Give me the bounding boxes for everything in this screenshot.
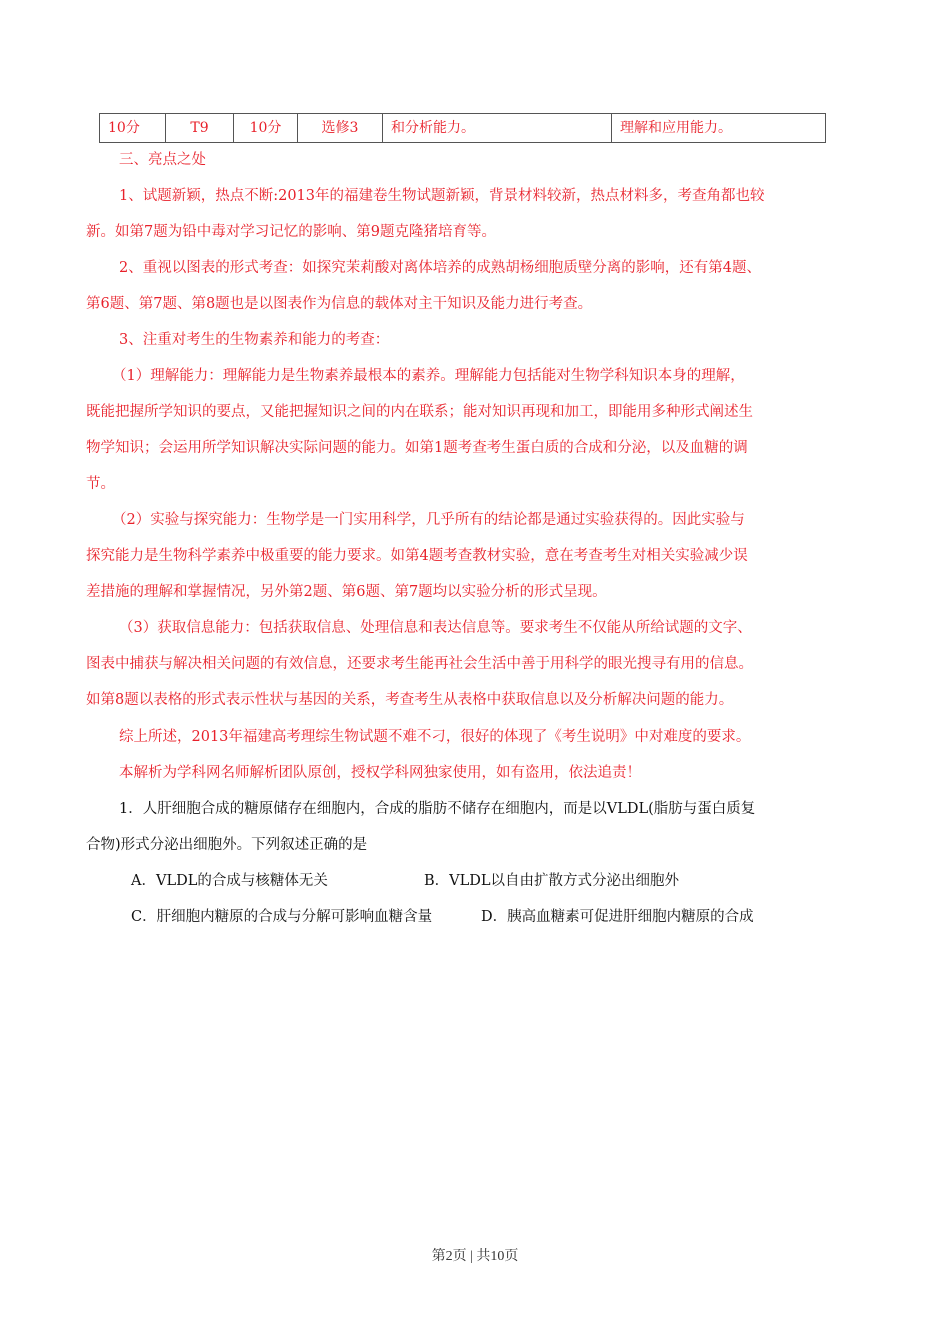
table-cell-score: 10分 — [100, 114, 166, 143]
option-b: B．VLDL以自由扩散方式分泌出细胞外 — [424, 873, 680, 889]
option-c: C．肝细胞内糖原的合成与分解可影响血糖含量 — [131, 909, 433, 925]
score-table — [99, 113, 826, 143]
paragraph-line: 2、重视以图表的形式考查：如探究茉莉酸对离体培养的成熟胡杨细胞质壁分离的影响，还有第4题、 — [119, 260, 761, 276]
question-stem: 合物)形式分泌出细胞外。下列叙述正确的是 — [86, 837, 368, 853]
paragraph-line: 如第8题以表格的形式表示性状与基因的关系，考查考生从表格中获取信息以及分析解决问题的能力。 — [86, 692, 734, 708]
table-cell-question: T9 — [166, 114, 234, 143]
option-d: D．胰高血糖素可促进肝细胞内糖原的合成 — [481, 909, 754, 925]
option-a: A．VLDL的合成与核糖体无关 — [131, 873, 328, 889]
paragraph-line: 物学知识；会运用所学知识解决实际问题的能力。如第1题考查考生蛋白质的合成和分泌，以及血糖的调 — [86, 440, 748, 456]
page-footer: 第2页 | 共10页 — [431, 1249, 519, 1264]
table-cell-ability: 和分析能力。 — [383, 114, 612, 143]
copyright-notice: 本解析为学科网名师解析团队原创，授权学科网独家使用，如有盗用，依法追责！ — [119, 765, 641, 781]
paragraph-line: 差措施的理解和掌握情况，另外第2题、第6题、第7题均以实验分析的形式呈现。 — [86, 584, 607, 600]
paragraph-line: （1）理解能力：理解能力是生物素养最根本的素养。理解能力包括能对生物学科知识本身的理解， — [112, 368, 745, 384]
paragraph-line: 综上所述，2013年福建高考理综生物试题不难不刁，很好的体现了《考生说明》中对难度的要求。 — [119, 729, 751, 745]
table-cell-ability-2: 理解和应用能力。 — [612, 114, 826, 143]
paragraph-line: 探究能力是生物科学素养中极重要的能力要求。如第4题考查教材实验，意在考查考生对相关实验减少误 — [86, 548, 748, 564]
question-stem: 1．人肝细胞合成的糖原储存在细胞内，合成的脂肪不储存在细胞内，而是以VLDL(脂肪与蛋白质复 — [119, 801, 756, 817]
paragraph-line: 节。 — [86, 476, 115, 492]
table-cell-module: 选修3 — [298, 114, 383, 143]
paragraph-line: 3、注重对考生的生物素养和能力的考查： — [119, 332, 390, 348]
paragraph-line: 1、试题新颖，热点不断:2013年的福建卷生物试题新颖，背景材料较新，热点材料多，考查角都也较 — [119, 188, 765, 204]
paragraph-line: （2）实验与探究能力：生物学是一门实用科学，几乎所有的结论都是通过实验获得的。因此实验与 — [112, 512, 745, 528]
paragraph-line: 新。如第7题为铅中毒对学习记忆的影响、第9题克隆猪培育等。 — [86, 224, 496, 240]
table-row — [100, 114, 826, 143]
paragraph-line: 图表中捕获与解决相关问题的有效信息，还要求考生能再社会生活中善于用科学的眼光搜寻有用的信息。 — [86, 656, 753, 672]
section-heading: 三、亮点之处 — [119, 152, 206, 168]
table-cell-points: 10分 — [234, 114, 298, 143]
paragraph-line: （3）获取信息能力：包括获取信息、处理信息和表达信息等。要求考生不仅能从所给试题的文字、 — [119, 620, 752, 636]
paragraph-line: 既能把握所学知识的要点，又能把握知识之间的内在联系；能对知识再现和加工，即能用多种形式阐述生 — [86, 404, 753, 420]
paragraph-line: 第6题、第7题、第8题也是以图表作为信息的载体对主干知识及能力进行考查。 — [86, 296, 593, 312]
